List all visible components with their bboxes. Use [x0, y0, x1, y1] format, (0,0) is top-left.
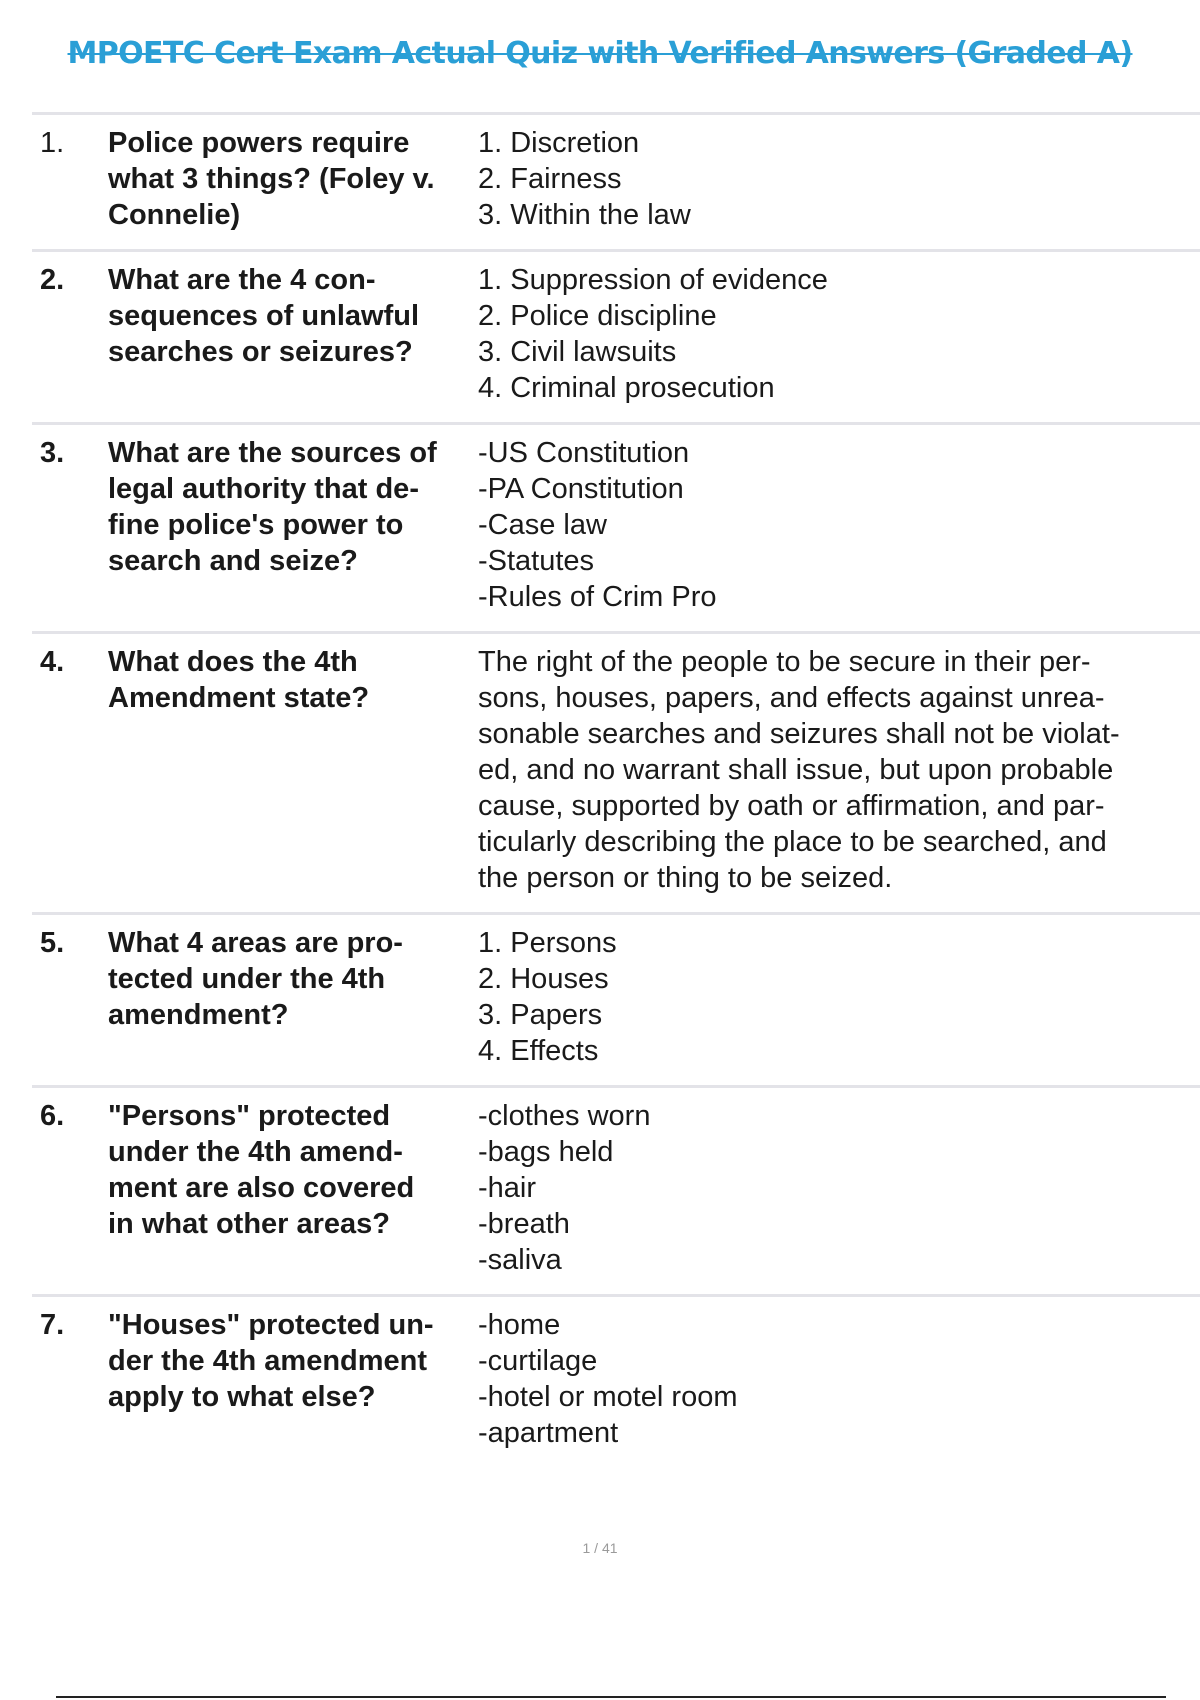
- answer-line: ticularly describing the place to be searched, and: [478, 826, 1107, 858]
- answer-line: sonable searches and seizures shall not be violat-: [478, 718, 1120, 750]
- question-line: What 4 areas are pro-: [108, 927, 403, 959]
- question-number: 6.: [40, 1100, 65, 1132]
- question-line: "Houses" protected un-: [108, 1309, 434, 1341]
- question-line: What are the sources of: [108, 437, 437, 469]
- question-line: What does the 4th: [108, 646, 358, 678]
- question-line: what 3 things? (Foley v.: [108, 163, 435, 195]
- answer-line: cause, supported by oath or affirmation, and par-: [478, 790, 1105, 822]
- answer-text: [478, 262, 1200, 406]
- answer-line: -Case law: [478, 509, 607, 541]
- question-line: "Persons" protected: [108, 1100, 391, 1132]
- question-line: What are the 4 con-: [108, 264, 376, 296]
- qa-list: [32, 112, 1200, 1467]
- question-line: ment are also covered: [108, 1172, 415, 1204]
- answer-line: 1. Discretion: [478, 127, 640, 159]
- answer-line: -PA Constitution: [478, 473, 684, 505]
- qa-row: [32, 1297, 1200, 1467]
- answer-text: [478, 644, 1200, 896]
- answer-line: -US Constitution: [478, 437, 690, 469]
- question-line: Amendment state?: [108, 682, 370, 714]
- question-number: 3.: [40, 437, 65, 469]
- answer-text: [478, 125, 1200, 233]
- question-line: Connelie): [108, 199, 241, 231]
- answer-line: 2. Fairness: [478, 163, 622, 195]
- question-line: amendment?: [108, 999, 289, 1031]
- answer-line: the person or thing to be seized.: [478, 862, 893, 894]
- question-number: 2.: [40, 264, 65, 296]
- question-line: tected under the 4th: [108, 963, 386, 995]
- answer-line: -clothes worn: [478, 1100, 651, 1132]
- question-text: [108, 435, 478, 579]
- answer-text: [478, 1307, 1200, 1451]
- answer-line: -saliva: [478, 1244, 562, 1276]
- answer-line: 2. Houses: [478, 963, 609, 995]
- answer-line: 2. Police discipline: [478, 300, 717, 332]
- question-number: 5.: [40, 927, 65, 959]
- qa-row: [32, 915, 1200, 1088]
- answer-line: 3. Within the law: [478, 199, 691, 231]
- answer-line: -hotel or motel room: [478, 1381, 738, 1413]
- qa-row: [32, 252, 1200, 425]
- question-line: searches or seizures?: [108, 336, 413, 368]
- question-text: [108, 125, 478, 233]
- answer-line: 1. Suppression of evidence: [478, 264, 828, 296]
- answer-line: sons, houses, papers, and effects against unrea-: [478, 682, 1105, 714]
- question-number: 7.: [40, 1309, 65, 1341]
- question-text: [108, 1098, 478, 1242]
- qa-row: [32, 115, 1200, 252]
- answer-line: 3. Civil lawsuits: [478, 336, 677, 368]
- question-text: [108, 925, 478, 1033]
- qa-row: [32, 634, 1200, 915]
- answer-line: -hair: [478, 1172, 537, 1204]
- question-line: legal authority that de-: [108, 473, 419, 505]
- question-line: under the 4th amend-: [108, 1136, 403, 1168]
- question-number: 4.: [40, 646, 65, 678]
- qa-row: [32, 1088, 1200, 1297]
- question-text: [108, 262, 478, 370]
- question-line: sequences of unlawful: [108, 300, 419, 332]
- answer-line: -Statutes: [478, 545, 595, 577]
- answer-line: -apartment: [478, 1417, 619, 1449]
- question-line: search and seize?: [108, 545, 358, 577]
- qa-row: [32, 425, 1200, 634]
- answer-line: -Rules of Crim Pro: [478, 581, 717, 613]
- document-title: MPOETC Cert Exam Actual Quiz with Verified Answers (Graded A): [67, 36, 1133, 71]
- question-line: fine police's power to: [108, 509, 404, 541]
- answer-text: [478, 1098, 1200, 1278]
- answer-line: -home: [478, 1309, 561, 1341]
- footer-divider: [56, 1696, 1166, 1698]
- answer-line: ed, and no warrant shall issue, but upon probable: [478, 754, 1114, 786]
- page-number: 1 / 41: [582, 1540, 618, 1556]
- question-line: der the 4th amendment: [108, 1345, 428, 1377]
- answer-line: -curtilage: [478, 1345, 598, 1377]
- question-line: Police powers require: [108, 127, 410, 159]
- answer-line: 1. Persons: [478, 927, 617, 959]
- answer-text: [478, 925, 1200, 1069]
- question-number: 1.: [40, 127, 65, 159]
- answer-line: -bags held: [478, 1136, 614, 1168]
- answer-line: The right of the people to be secure in their per-: [478, 646, 1091, 678]
- answer-line: 3. Papers: [478, 999, 603, 1031]
- answer-line: 4. Criminal prosecution: [478, 372, 775, 404]
- question-line: in what other areas?: [108, 1208, 391, 1240]
- answer-text: [478, 435, 1200, 615]
- answer-line: 4. Effects: [478, 1035, 599, 1067]
- answer-line: -breath: [478, 1208, 570, 1240]
- question-text: [108, 644, 478, 716]
- question-text: [108, 1307, 478, 1415]
- question-line: apply to what else?: [108, 1381, 376, 1413]
